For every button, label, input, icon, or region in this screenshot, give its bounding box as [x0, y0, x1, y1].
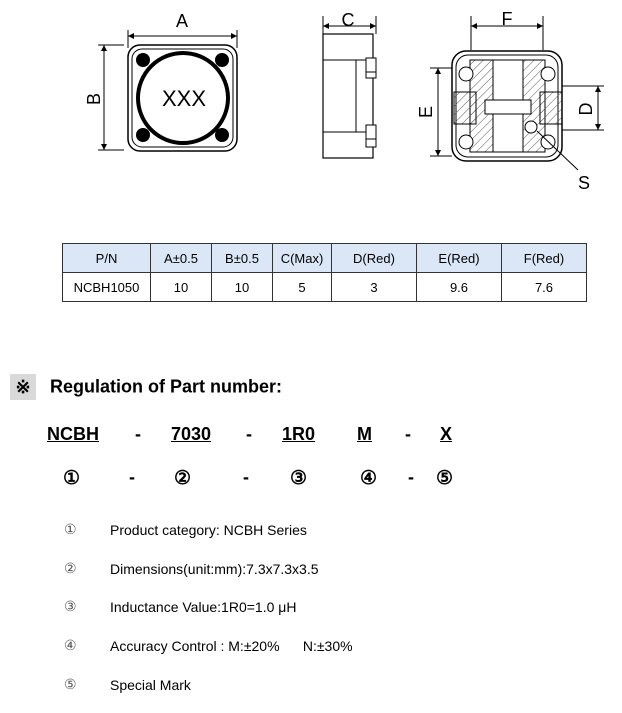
- table-header-row: [63, 244, 587, 273]
- table-header-cell: F(Red): [502, 244, 587, 273]
- circled-number-5: ⑤: [436, 468, 454, 489]
- table-cell: 10: [151, 273, 212, 302]
- table-cell: 5: [273, 273, 332, 302]
- dimension-table: [62, 243, 587, 302]
- circled-number-3: ③: [290, 468, 308, 489]
- table-cell: NCBH1050: [63, 273, 151, 302]
- dim-label-b: B: [84, 92, 104, 106]
- rule-text: Dimensions(unit:mm):7.3x7.3x3.5: [110, 561, 319, 577]
- dim-label-d: D: [576, 102, 596, 116]
- rule-number: ①: [64, 521, 77, 537]
- part-separator: -: [408, 467, 414, 487]
- side-view: [323, 10, 376, 158]
- circled-number-4: ④: [360, 468, 378, 489]
- table-header-cell: D(Red): [332, 244, 417, 273]
- rule-text: Inductance Value:1R0=1.0 μH: [110, 599, 297, 615]
- part-separator: -: [243, 467, 249, 487]
- rule-number: ④: [64, 637, 77, 653]
- part-separator: -: [405, 424, 411, 444]
- top-view: [84, 11, 237, 151]
- dim-label-a: A: [175, 11, 189, 31]
- bottom-view: [416, 9, 604, 193]
- table-header-cell: B±0.5: [212, 244, 273, 273]
- table-cell: 10: [212, 273, 273, 302]
- part-segment-3: 1R0: [282, 424, 316, 444]
- dim-label-c: C: [341, 10, 355, 30]
- table-header-cell: P/N: [63, 244, 151, 273]
- part-separator: -: [135, 424, 141, 444]
- reference-mark-icon: ※: [10, 374, 36, 400]
- part-segment-2: 7030: [171, 424, 212, 444]
- part-separator: -: [246, 424, 252, 444]
- table-header-cell: A±0.5: [151, 244, 212, 273]
- table-header-cell: C(Max): [273, 244, 332, 273]
- section-title: [10, 374, 282, 400]
- circled-number-1: ①: [63, 468, 81, 489]
- table-row: [63, 273, 587, 302]
- dim-label-e: E: [416, 105, 436, 119]
- marking-text: XXX: [161, 86, 207, 111]
- rule-text: Product category: NCBH Series: [110, 522, 307, 538]
- rule-number: ②: [64, 560, 77, 576]
- rule-text: Special Mark: [110, 677, 191, 693]
- dim-label-s: S: [577, 173, 591, 193]
- part-segment-1: NCBH: [47, 424, 99, 444]
- part-segment-4: M: [357, 424, 372, 444]
- section-title-text: Regulation of Part number:: [50, 376, 283, 397]
- rule-text: Accuracy Control : M:±20% N:±30%: [110, 638, 353, 654]
- rule-number: ⑤: [64, 676, 77, 692]
- dimension-drawing: [0, 0, 622, 235]
- circled-number-2: ②: [174, 468, 192, 489]
- dim-label-f: F: [501, 9, 513, 29]
- table-cell: 9.6: [417, 273, 502, 302]
- rule-number: ③: [64, 598, 77, 614]
- table-cell: 3: [332, 273, 417, 302]
- part-segment-5: X: [440, 424, 453, 444]
- table-cell: 7.6: [502, 273, 587, 302]
- part-separator: -: [129, 467, 135, 487]
- table-header-cell: E(Red): [417, 244, 502, 273]
